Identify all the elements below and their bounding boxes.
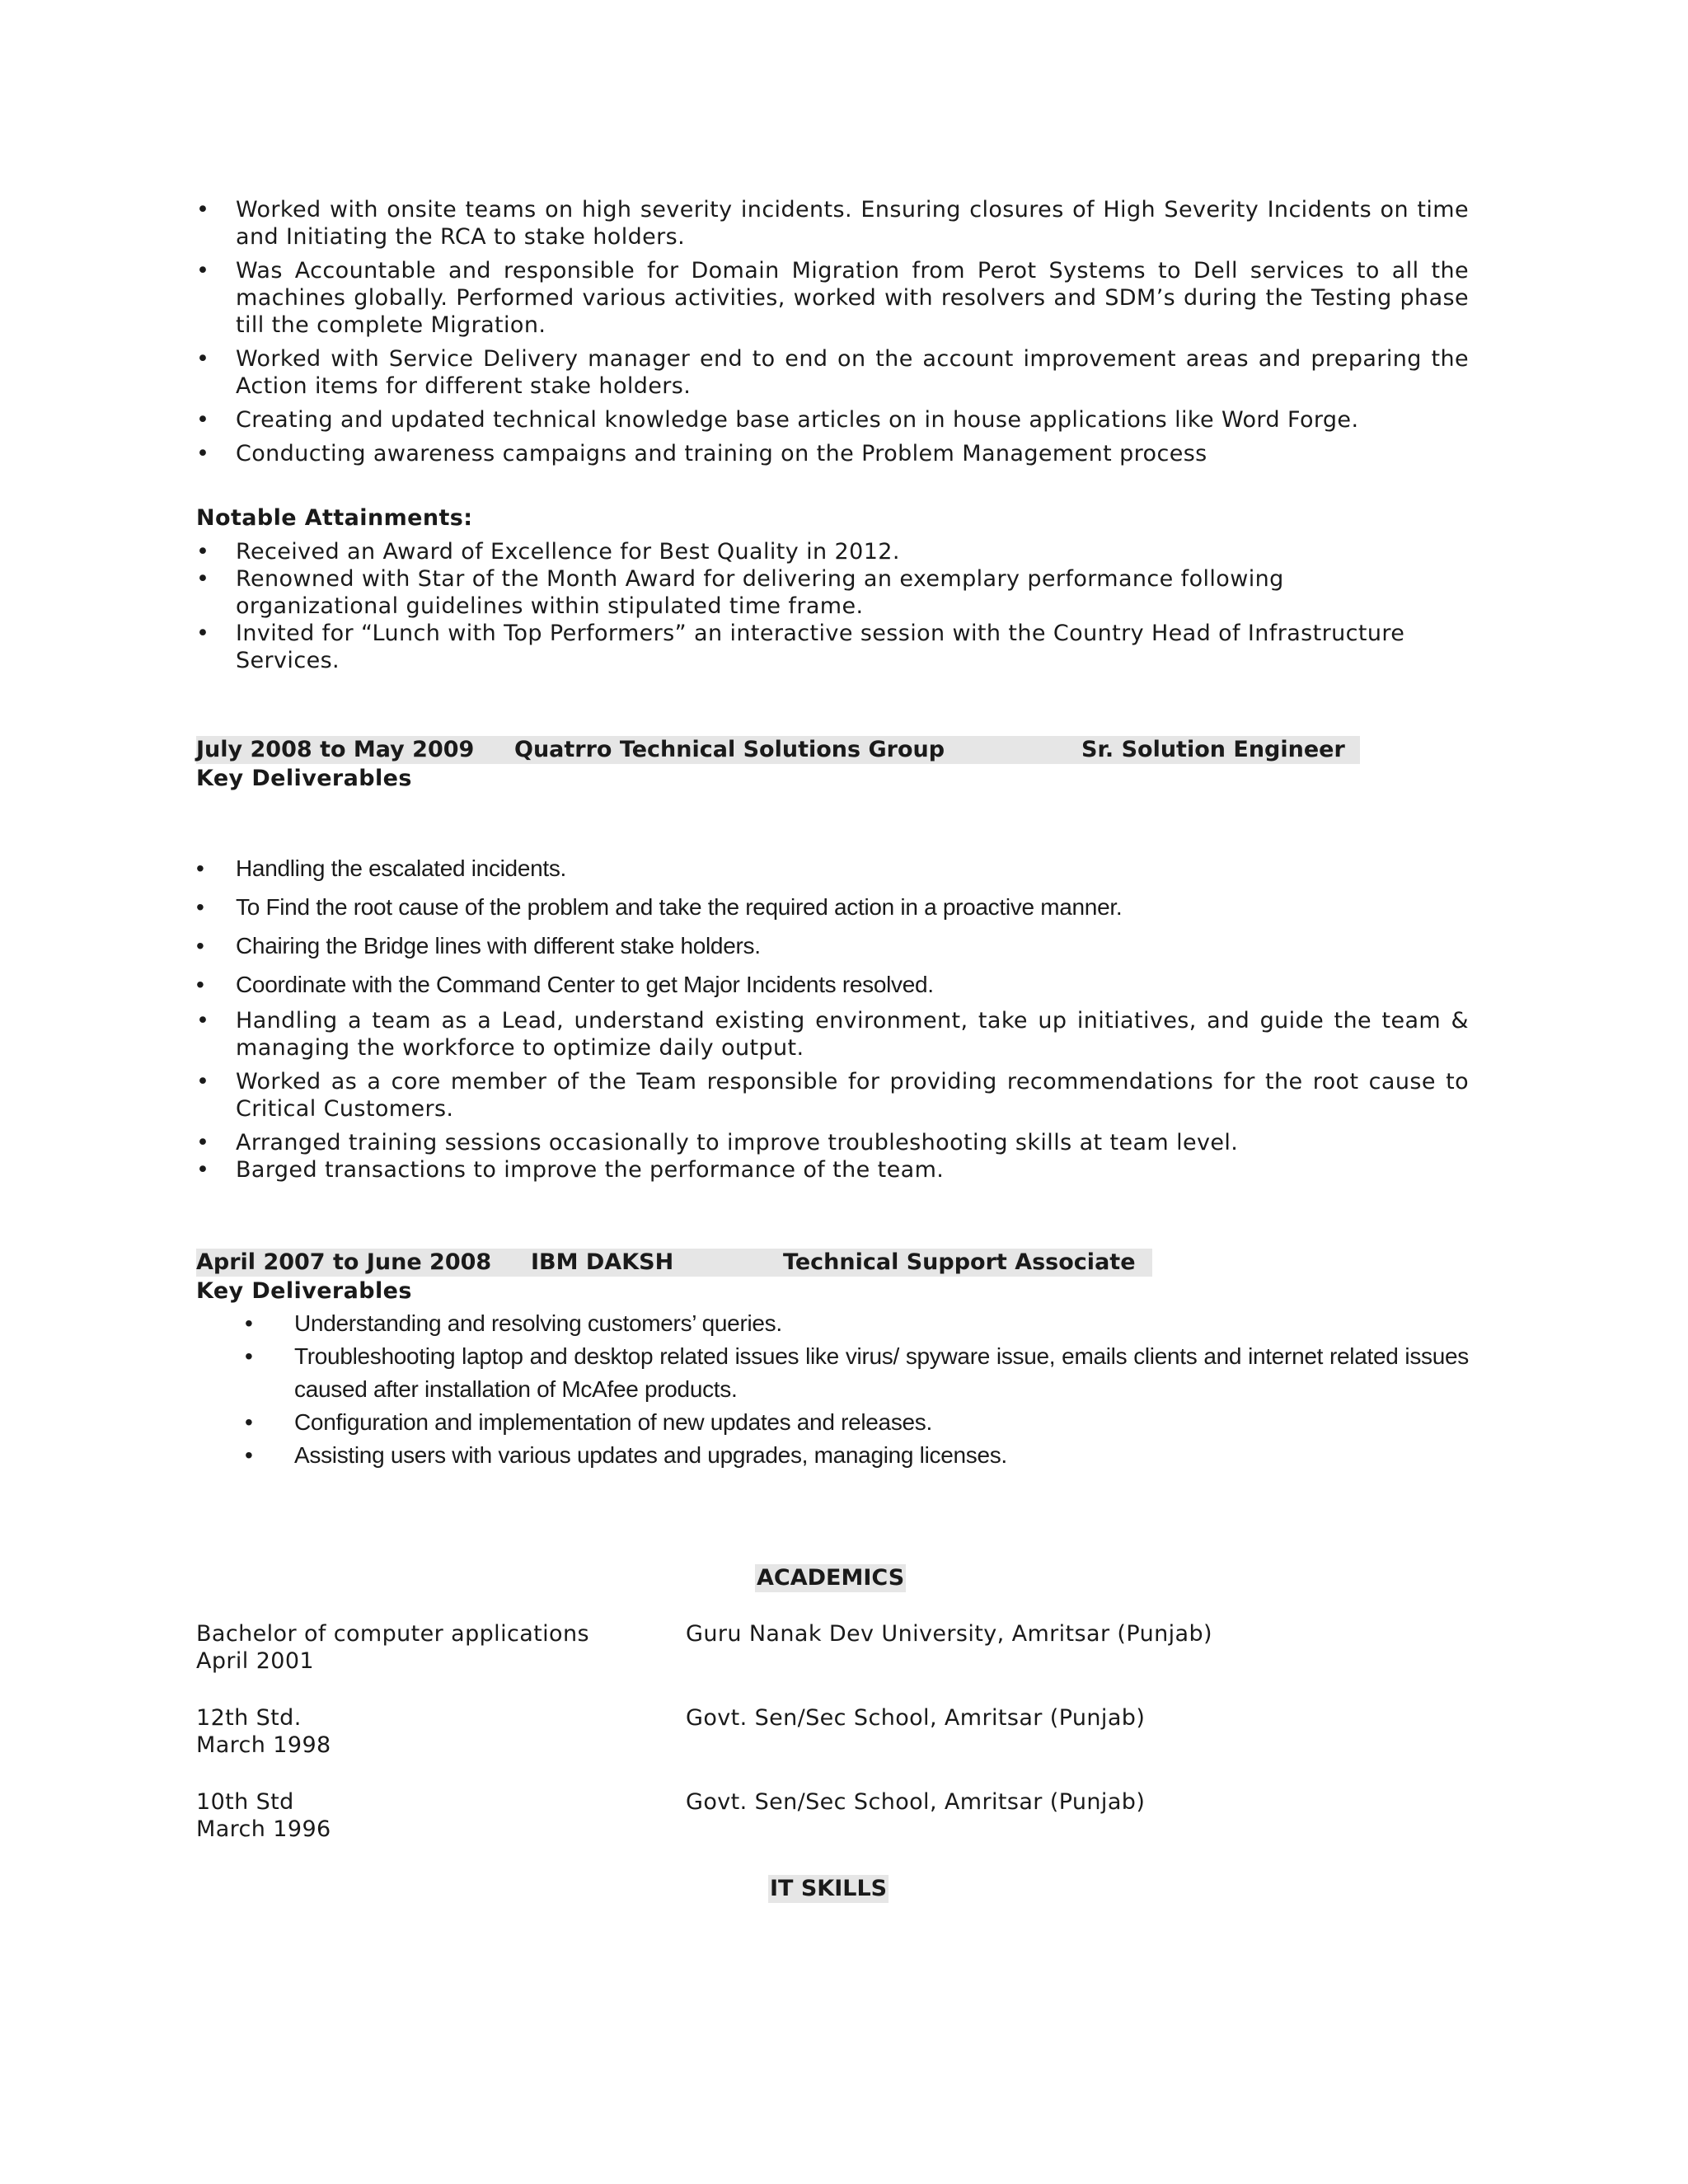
list-item: • Chairing the Bridge lines with different stake holders.	[196, 933, 761, 958]
list-item: • Renowned with Star of the Month Award for delivering an exemplary performance following organizational guidelines within stipulated time frame.	[196, 566, 1284, 619]
list-item: • Received an Award of Excellence for Best Quality in 2012.	[196, 539, 900, 565]
key-deliverables-heading: Key Deliverables	[196, 1278, 412, 1304]
attainments-list	[196, 538, 1469, 674]
job-dates: July 2008 to May 2009	[196, 737, 475, 762]
list-item: • Worked with Service Delivery manager end to end on the account improvement areas and preparing the Action items for different stake holders.	[196, 346, 1469, 399]
job-header-ibm	[196, 1249, 1152, 1277]
job2-deliverables-list	[196, 1307, 1469, 1472]
academics-qualification: Bachelor of computer applications	[196, 1621, 589, 1647]
academics-institution: Govt. Sen/Sec School, Amritsar (Punjab)	[686, 1705, 1146, 1731]
list-item: • Invited for “Lunch with Top Performers” an interactive session with the Country Head of Infrastructure Services.	[196, 621, 1405, 673]
job-role: Sr. Solution Engineer	[1081, 737, 1345, 762]
list-item: • Arranged training sessions occasionally to improve troubleshooting skills at team level.	[196, 1130, 1239, 1155]
job1-deliverables-list-b	[196, 1007, 1469, 1183]
list-item: • Barged transactions to improve the performance of the team.	[196, 1157, 945, 1183]
list-item: • Coordinate with the Command Center to get Major Incidents resolved.	[196, 972, 934, 997]
job-company: IBM DAKSH	[531, 1249, 674, 1275]
job1-deliverables-list-a	[196, 855, 1469, 999]
academics-qualification: 10th Std	[196, 1789, 294, 1815]
job-dates: April 2007 to June 2008	[196, 1249, 492, 1275]
list-item: • Handling a team as a Lead, understand existing environment, take up initiatives, and guide the team & managing the workforce to optimize daily output.	[196, 1008, 1469, 1061]
academics-date: April 2001	[196, 1648, 315, 1674]
list-item: • Assisting users with various updates and upgrades, managing licenses.	[245, 1442, 1007, 1468]
list-item: • Creating and updated technical knowledge base articles on in house applications like Word Forge.	[196, 407, 1359, 433]
academics-institution: Govt. Sen/Sec School, Amritsar (Punjab)	[686, 1789, 1146, 1815]
list-item: • Configuration and implementation of new updates and releases.	[245, 1409, 932, 1435]
it-skills-heading: IT SKILLS	[770, 1876, 888, 1901]
list-item: • Troubleshooting laptop and desktop related issues like virus/ spyware issue, emails clients and internet related issues caused after installation of McAfee products.	[245, 1343, 1469, 1402]
list-item: • To Find the root cause of the problem and take the required action in a proactive manner.	[196, 894, 1123, 920]
list-item: • Worked as a core member of the Team responsible for providing recommendations for the root cause to Critical Customers.	[196, 1069, 1469, 1122]
list-item: • Worked with onsite teams on high severity incidents. Ensuring closures of High Severity Incidents on time and Initiating the RCA to stake holders.	[196, 197, 1469, 250]
job-role: Technical Support Associate	[783, 1249, 1136, 1275]
experience-bullet-list	[196, 196, 1469, 467]
attainments-heading: Notable Attainments:	[196, 505, 473, 531]
academics-institution: Guru Nanak Dev University, Amritsar (Punjab)	[686, 1621, 1212, 1647]
key-deliverables-heading: Key Deliverables	[196, 766, 412, 791]
job-company: Quatrro Technical Solutions Group	[514, 737, 945, 762]
list-item: • Understanding and resolving customers’ queries.	[245, 1310, 782, 1336]
academics-date: March 1998	[196, 1732, 331, 1758]
list-item: • Handling the escalated incidents.	[196, 855, 567, 881]
academics-date: March 1996	[196, 1816, 331, 1842]
list-item: • Conducting awareness campaigns and training on the Problem Management process	[196, 441, 1207, 466]
job-header-quatrro	[196, 736, 1360, 764]
academics-qualification: 12th Std.	[196, 1705, 302, 1731]
academics-heading: ACADEMICS	[757, 1565, 905, 1591]
list-item: • Was Accountable and responsible for Domain Migration from Perot Systems to Dell services to all the machines globally. Performed various activities, worked with resolvers and SDM’s during the Testing phase till the complete Migration.	[196, 258, 1469, 338]
